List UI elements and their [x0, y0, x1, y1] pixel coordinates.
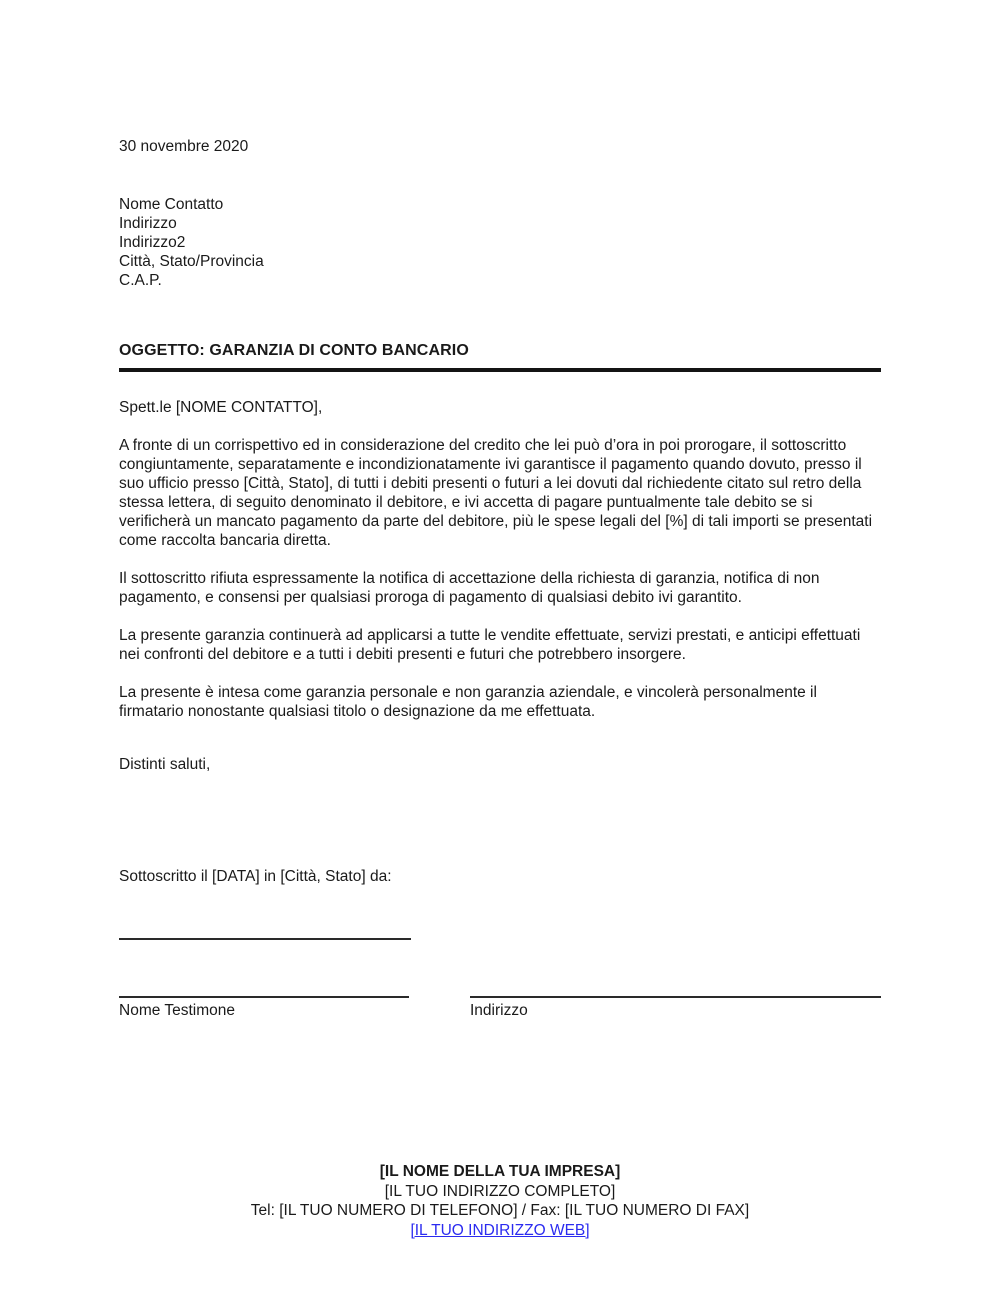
recipient-postal-code: C.A.P.: [119, 272, 162, 289]
signature-line-address: [470, 996, 881, 998]
signature-line-guarantor: [119, 938, 411, 940]
recipient-address-line2: Indirizzo2: [119, 234, 186, 251]
subject-heading: OGGETTO: GARANZIA DI CONTO BANCARIO: [119, 341, 881, 372]
signed-statement: Sottoscritto il [DATA] in [Città, Stato] da:: [119, 868, 392, 885]
footer-company-name: [IL NOME DELLA TUA IMPRESA]: [379, 1163, 621, 1180]
body-paragraph-4: La presente è intesa come garanzia personale e non garanzia aziendale, e vincolerà personalmente il firmatario nonostante qualsiasi titolo o designazione da me effettuata.: [119, 684, 817, 720]
recipient-address-line1: Indirizzo: [119, 215, 177, 232]
recipient-address-block: [119, 195, 264, 290]
witness-name-label: Nome Testimone: [119, 1002, 236, 1019]
salutation: Spett.le [NOME CONTATTO],: [119, 399, 323, 416]
footer-phone-fax: Tel: [IL TUO NUMERO DI TELEFONO] / Fax: [IL TUO NUMERO DI FAX]: [250, 1202, 750, 1219]
address-label: Indirizzo: [470, 1002, 528, 1019]
footer-website-link[interactable]: [IL TUO INDIRIZZO WEB]: [410, 1221, 590, 1239]
signature-line-witness: [119, 996, 409, 998]
letter-date: 30 novembre 2020: [119, 138, 249, 155]
closing-salutation: Distinti saluti,: [119, 756, 211, 773]
footer-company-address: [IL TUO INDIRIZZO COMPLETO]: [384, 1182, 616, 1200]
company-footer: [0, 1162, 1000, 1240]
recipient-city-state: Città, Stato/Provincia: [119, 253, 264, 270]
body-paragraph-3: La presente garanzia continuerà ad applicarsi a tutte le vendite effettuate, servizi prestati, e anticipi effettuati nei confronti del debitore e a tutti i debiti presenti e futuri che potrebbero insorgere.: [119, 627, 861, 663]
body-paragraph-2: Il sottoscritto rifiuta espressamente la notifica di accettazione della richiesta di garanzia, notifica di non pagamento, e consensi per qualsiasi proroga di pagamento di qualsiasi debito ivi garantito.: [119, 570, 820, 606]
recipient-name: Nome Contatto: [119, 196, 224, 213]
body-paragraph-1: A fronte di un corrispettivo ed in considerazione del credito che lei può d’ora in poi prorogare, il sottoscritto congiuntamente, separatamente e incondizionatamente ivi garantisce il pagamento quando dovuto, presso il suo ufficio presso [Città, Stato], di tutti i debiti presenti o futuri a lei dovuti dal richiedente citato sul retro della stessa lettera, di seguito denominato il debitore, e ivi accetta di pagare puntualmente tale debito se si verificherà un mancato pagamento da parte del debitore, più le spese legali del [%] di tali importi se presentati come raccolta bancaria diretta.: [119, 437, 873, 549]
